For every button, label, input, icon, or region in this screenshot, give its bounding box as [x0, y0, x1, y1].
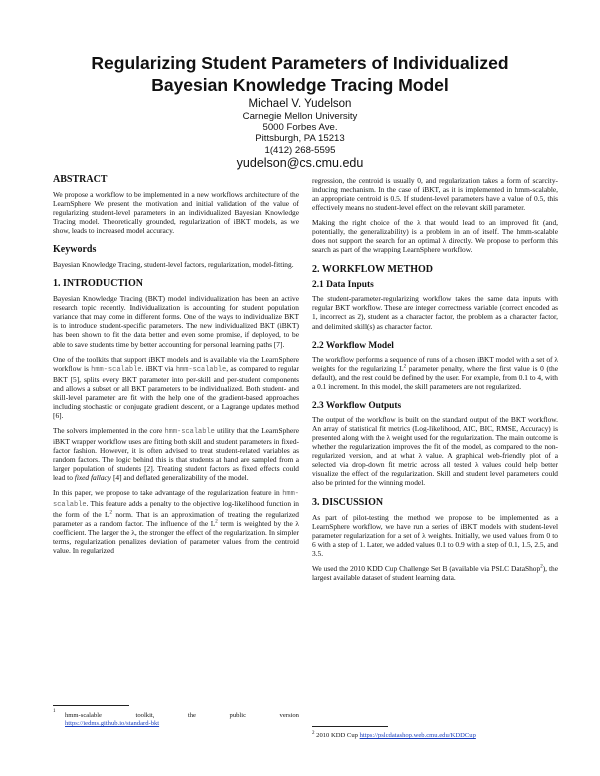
footnote-2-link[interactable]: https://pslcdatashop.web.cmu.edu/KDDCup [359, 732, 476, 739]
author-affiliation: Carnegie Mellon University [242, 111, 358, 122]
data-inputs-text: The student-parameter-regularizing workflow takes the same data inputs with regular BKT workflow. These are integer correctness variable (correct encoded as 1, incorrect as 2), student as a character factor, the problem as a character factor, and delimited skill(s) as character factor. [312, 294, 558, 331]
author-name: Michael V. Yudelson [248, 98, 352, 110]
keywords-text: Bayesian Knowledge Tracing, student-level factors, regularization, model-fitting. [53, 260, 294, 270]
author-email: yudelson@cs.cmu.edu [236, 155, 364, 170]
code-hmm-scalable: hmm-scalable [91, 365, 142, 374]
code-hmm-scalable: hmm-scalable [53, 490, 299, 510]
discussion-heading: 3. DISCUSSION [312, 497, 384, 509]
footnote-1: $^1$ hmm-scalable toolkit, the public version https://iedms.github.io/standard-bkt [53, 708, 299, 728]
intro-paragraph-4: In this paper, we propose to take advantage of the regularization feature in hmm-scalable. This feature adds a penalty to the objective log-likelihood function in the form of the $L^2$ norm. That is an approximation of treating the regularized parameter as a random factor. The influence of the $L^2$ term is weighted by the λ coefficient. The larger the λ, the stronger the effect of the regularization. In simpler terms, regularization penalizes deviation of parameter values from the centroid value. In regularized [53, 488, 300, 556]
footnote-2: $^2$ 2010 KDD Cup https://pslcdatashop.web.cmu.edu/KDDCup [312, 730, 476, 739]
author-phone: 1(412) 268-5595 [264, 144, 336, 156]
workflow-model-text: The workflow performs a sequence of runs of a chosen iBKT model with a set of λ weights for the regularizing $L^2$ parameter penalty, where the first value is 0 (the default), and the rest could be defined by the user. For example, from 0.1 to 4, with a 0.1 increment. In this model, the skill parameters are not regularized. [312, 354, 558, 391]
right-paragraph-2: Making the right choice of the λ that would lead to an improved fit (and, potentially, the generalizability) is a problem in an of itself. The hmm-scalable does not support the search for an optimal λ directly. We propose to perform this search as part of the wrapping LearnSphere workflow. [312, 218, 558, 255]
title-line-1: Regularizing Student Parameters of Individualized [91, 53, 509, 73]
data-inputs-heading: 2.1 Data Inputs [312, 280, 374, 291]
workflow-method-heading: 2. WORKFLOW METHOD [312, 264, 434, 276]
author-street: 5000 Forbes Ave. [262, 122, 338, 134]
workflow-model-heading: 2.2 Workflow Model [312, 340, 394, 351]
author-city: Pittsburgh, PA 15213 [255, 133, 345, 145]
right-paragraph-1: regression, the centroid is usually 0, and regularization takes a form of scarcity-inducing mechanism. In the case of iBKT, as it is implemented in hmm-scalable, an appropriate centroid is 0.5. If student-level parameters have a value of 0.5, this effectively means no student-level effect on the relevant skill parameter. [312, 176, 558, 213]
fixed-fallacy-term: fixed fallacy [74, 473, 112, 483]
paper-title [60, 52, 540, 96]
left-column [53, 174, 299, 562]
right-column [312, 176, 558, 588]
abstract-heading: ABSTRACT [53, 174, 108, 185]
author-block [150, 98, 450, 171]
workflow-outputs-text: The output of the workflow is built on the standard output of the BKT workflow. An array of statistical fit metrics (Log-likelihood, AIC, BIC, RMSE, Accuracy) is presented along with the λ weight used for the regularization. The main outcome is whether the regularization improves the fit of the model, as compared to the non-regularized version, and at what λ value. A graphical web-friendly plot of a selected via drop-down fit metric across all tested λ values could help better visualize the effect of the regularization. Skill and student level parameters could also be printed for the winning model. [312, 414, 558, 488]
workflow-outputs-heading: 2.3 Workflow Outputs [312, 400, 402, 411]
footnote-rule-left [53, 705, 129, 706]
introduction-heading: 1. INTRODUCTION [53, 278, 144, 290]
intro-paragraph-2: One of the toolkits that support iBKT models and is available via the LearnSphere workflow is hmm-scalable. iBKT via hmm-scalable, as compared to regular BKT [5], splits every BKT parameter into per-skill and per-student components and allows a subset or all BKT parameters to be individualized. Both student- and skill-level parameter are fit with the help one of the gradient-based approaches including stochastic or conjugate gradient descent, or a Lagrange updates method [6]. [53, 354, 299, 420]
code-hmm-scalable: hmm-scalable [175, 365, 227, 374]
code-hmm-scalable: hmm-scalable [164, 427, 215, 436]
keywords-heading: Keywords [53, 244, 97, 256]
intro-paragraph-1: Bayesian Knowledge Tracing (BKT) model individualization has been an active research topic recently. Individualization is accounting for student population variance that may come in different forms. One of the ways to individualize BKT is to introduce student-specific parameters. The new individualized BKT (iBKT) has been shown to fit the data better and even some promise, if deployed, to be able to save students time by better accounting for personal learning paths [7]. [53, 294, 299, 349]
intro-paragraph-3: The solvers implemented in the core hmm-scalable utility that the LearnSphere iBKT wrapper workflow uses are fitting both skill and student parameters in fixed-factor fashion. However, it is often advised to treat student-related variables as random factors. The logic behind this is that students at hand are sampled from a larger population of students [2]. Treating student factors as fixed effects could lead to fixed fallacy [4] and deflated generalizability of the model. [53, 425, 299, 483]
footnote-1-link[interactable]: https://iedms.github.io/standard-bkt [65, 720, 160, 728]
discussion-paragraph-1: As part of pilot-testing the method we propose to be implemented as a LearnSphere workflow, we have run a series of iBKT models with student-level parameter regularization for a set of λ weights. Initially, we used values from 0 to 6 with a step of 1. Later, we added values 0.1 to 0.9 with a step of 0.1, 1.5, 2.5, and 3.5. [312, 513, 558, 559]
footnote-rule-right [312, 726, 388, 727]
title-line-2: Bayesian Knowledge Tracing Model [151, 75, 449, 95]
abstract-text: We propose a workflow to be implemented in a new workflows architecture of the LearnSphere We present the motivation and initial validation of the value of regularizing student-level parameters in an individualized Bayesian Knowledge Tracing model. Theoretically grounded, regularization of iBKT models, as we show, leads to increased model accuracy. [53, 190, 299, 236]
discussion-paragraph-2: We used the 2010 KDD Cup Challenge Set B (available via PSLC DataShop$^2$), the largest available dataset of student learning data. [312, 564, 559, 583]
